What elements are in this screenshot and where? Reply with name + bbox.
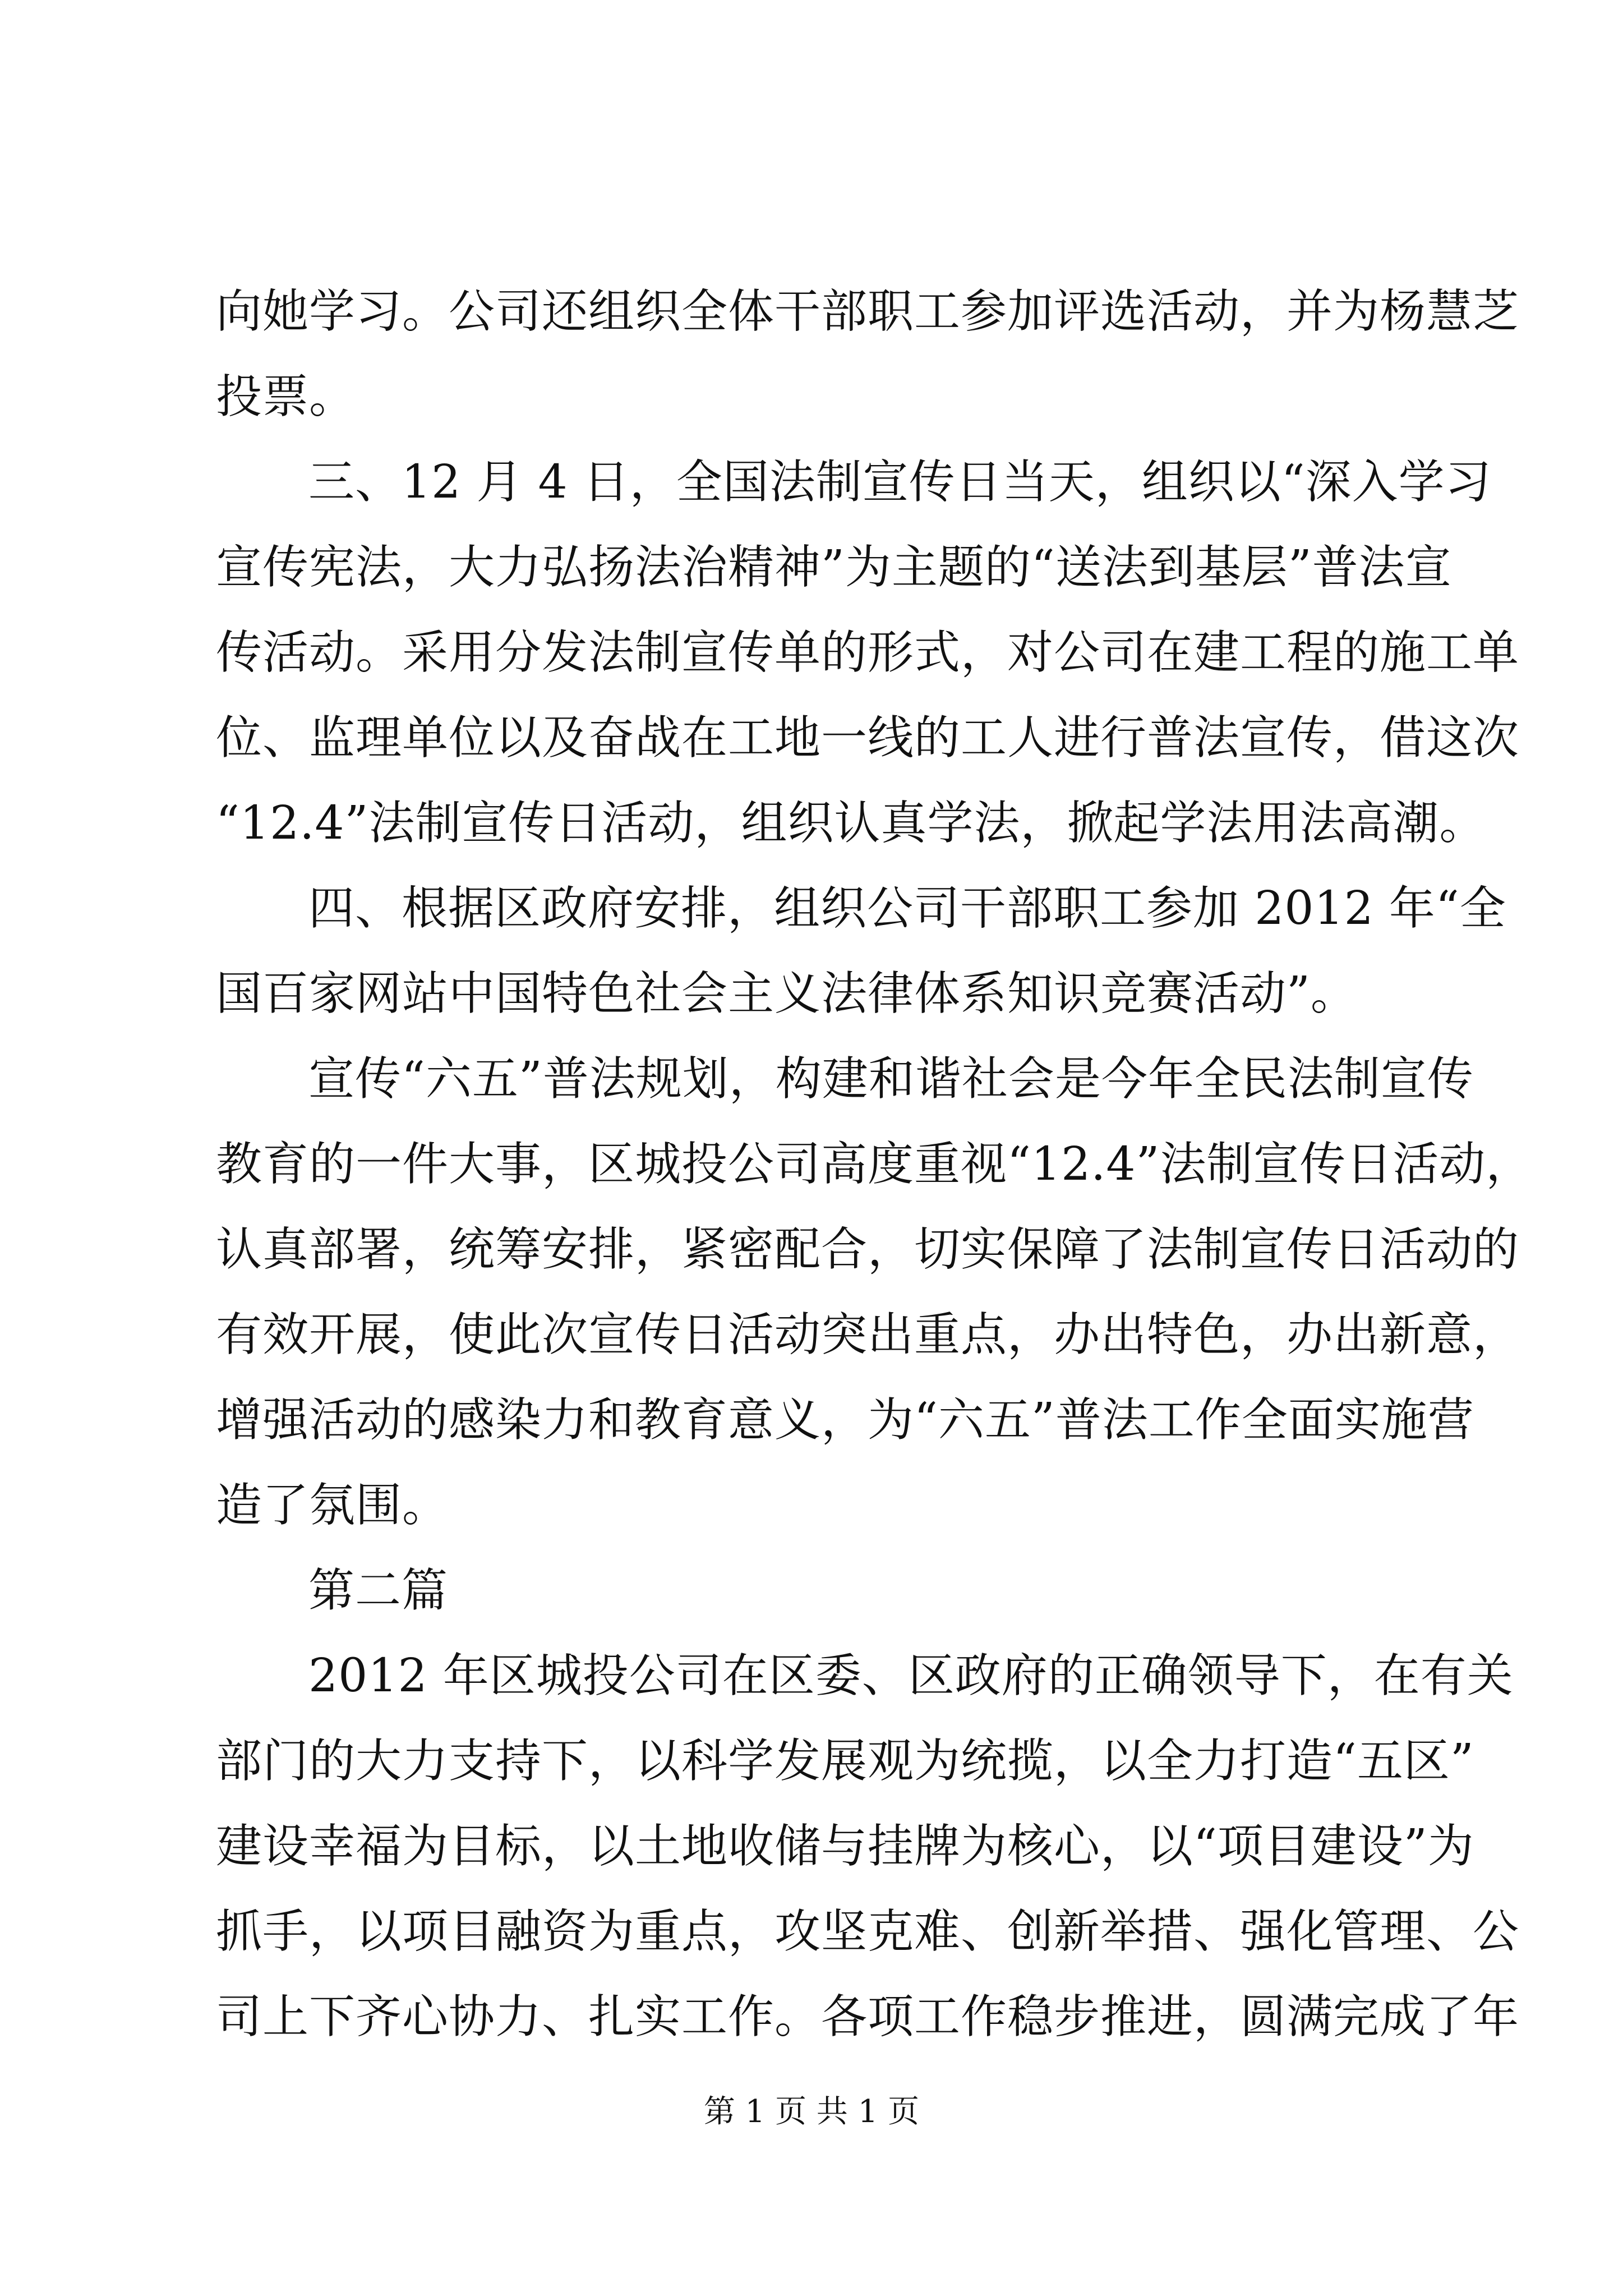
text-line: 投票。: [216, 370, 356, 424]
paragraph-start-line: 宣传“六五”普法规划，构建和谐社会是今年全民法制宣传: [308, 1052, 1474, 1106]
text-line: 宣传宪法，大力弘扬法治精神”为主题的“送法到基层”普法宣: [216, 541, 1452, 594]
text-line: 教育的一件大事，区城投公司高度重视“12.4”法制宣传日活动，: [216, 1138, 1533, 1191]
text-line: 抓手，以项目融资为重点，攻坚克难、创新举措、强化管理、公: [216, 1905, 1520, 1958]
paragraph-start-line: 2012 年区城投公司在区委、区政府的正确领导下，在有关: [308, 1649, 1514, 1703]
page-footer: 第 1 页 共 1 页: [703, 2093, 920, 2130]
paragraph-start-line: 四、根据区政府安排，组织公司干部职工参加 2012 年“全: [308, 882, 1506, 935]
text-line: 部门的大力支持下，以科学发展观为统揽，以全力打造“五区”: [216, 1734, 1474, 1788]
text-line: “12.4”法制宣传日活动，组织认真学法，掀起学法用法高潮。: [216, 797, 1486, 850]
text-line: 建设幸福为目标，以土地收储与挂牌为核心，以“项目建设”为: [216, 1820, 1474, 1873]
text-line: 位、监理单位以及奋战在工地一线的工人进行普法宣传，借这次: [216, 711, 1520, 765]
paragraph-start-line: 三、12 月 4 日，全国法制宣传日当天，组织以“深入学习: [308, 455, 1492, 509]
text-line: 有效开展，使此次宣传日活动突出重点，办出特色，办出新意，: [216, 1308, 1520, 1361]
text-line: 认真部署，统筹安排，紧密配合，切实保障了法制宣传日活动的: [216, 1223, 1520, 1276]
text-line: 造了氛围。: [216, 1479, 449, 1532]
text-line: 传活动。采用分发法制宣传单的形式，对公司在建工程的施工单: [216, 626, 1520, 679]
document-body: [216, 269, 1533, 2060]
text-line: 国百家网站中国特色社会主义法律体系知识竞赛活动”。: [216, 967, 1357, 1020]
section-heading: 第二篇: [308, 1564, 449, 1617]
text-line: 向她学习。公司还组织全体干部职工参加评选活动，并为杨慧芝: [216, 285, 1520, 338]
text-line: 增强活动的感染力和教育意义，为“六五”普法工作全面实施营: [216, 1393, 1474, 1447]
text-line: 司上下齐心协力、扎实工作。各项工作稳步推进，圆满完成了年: [216, 1990, 1520, 2044]
